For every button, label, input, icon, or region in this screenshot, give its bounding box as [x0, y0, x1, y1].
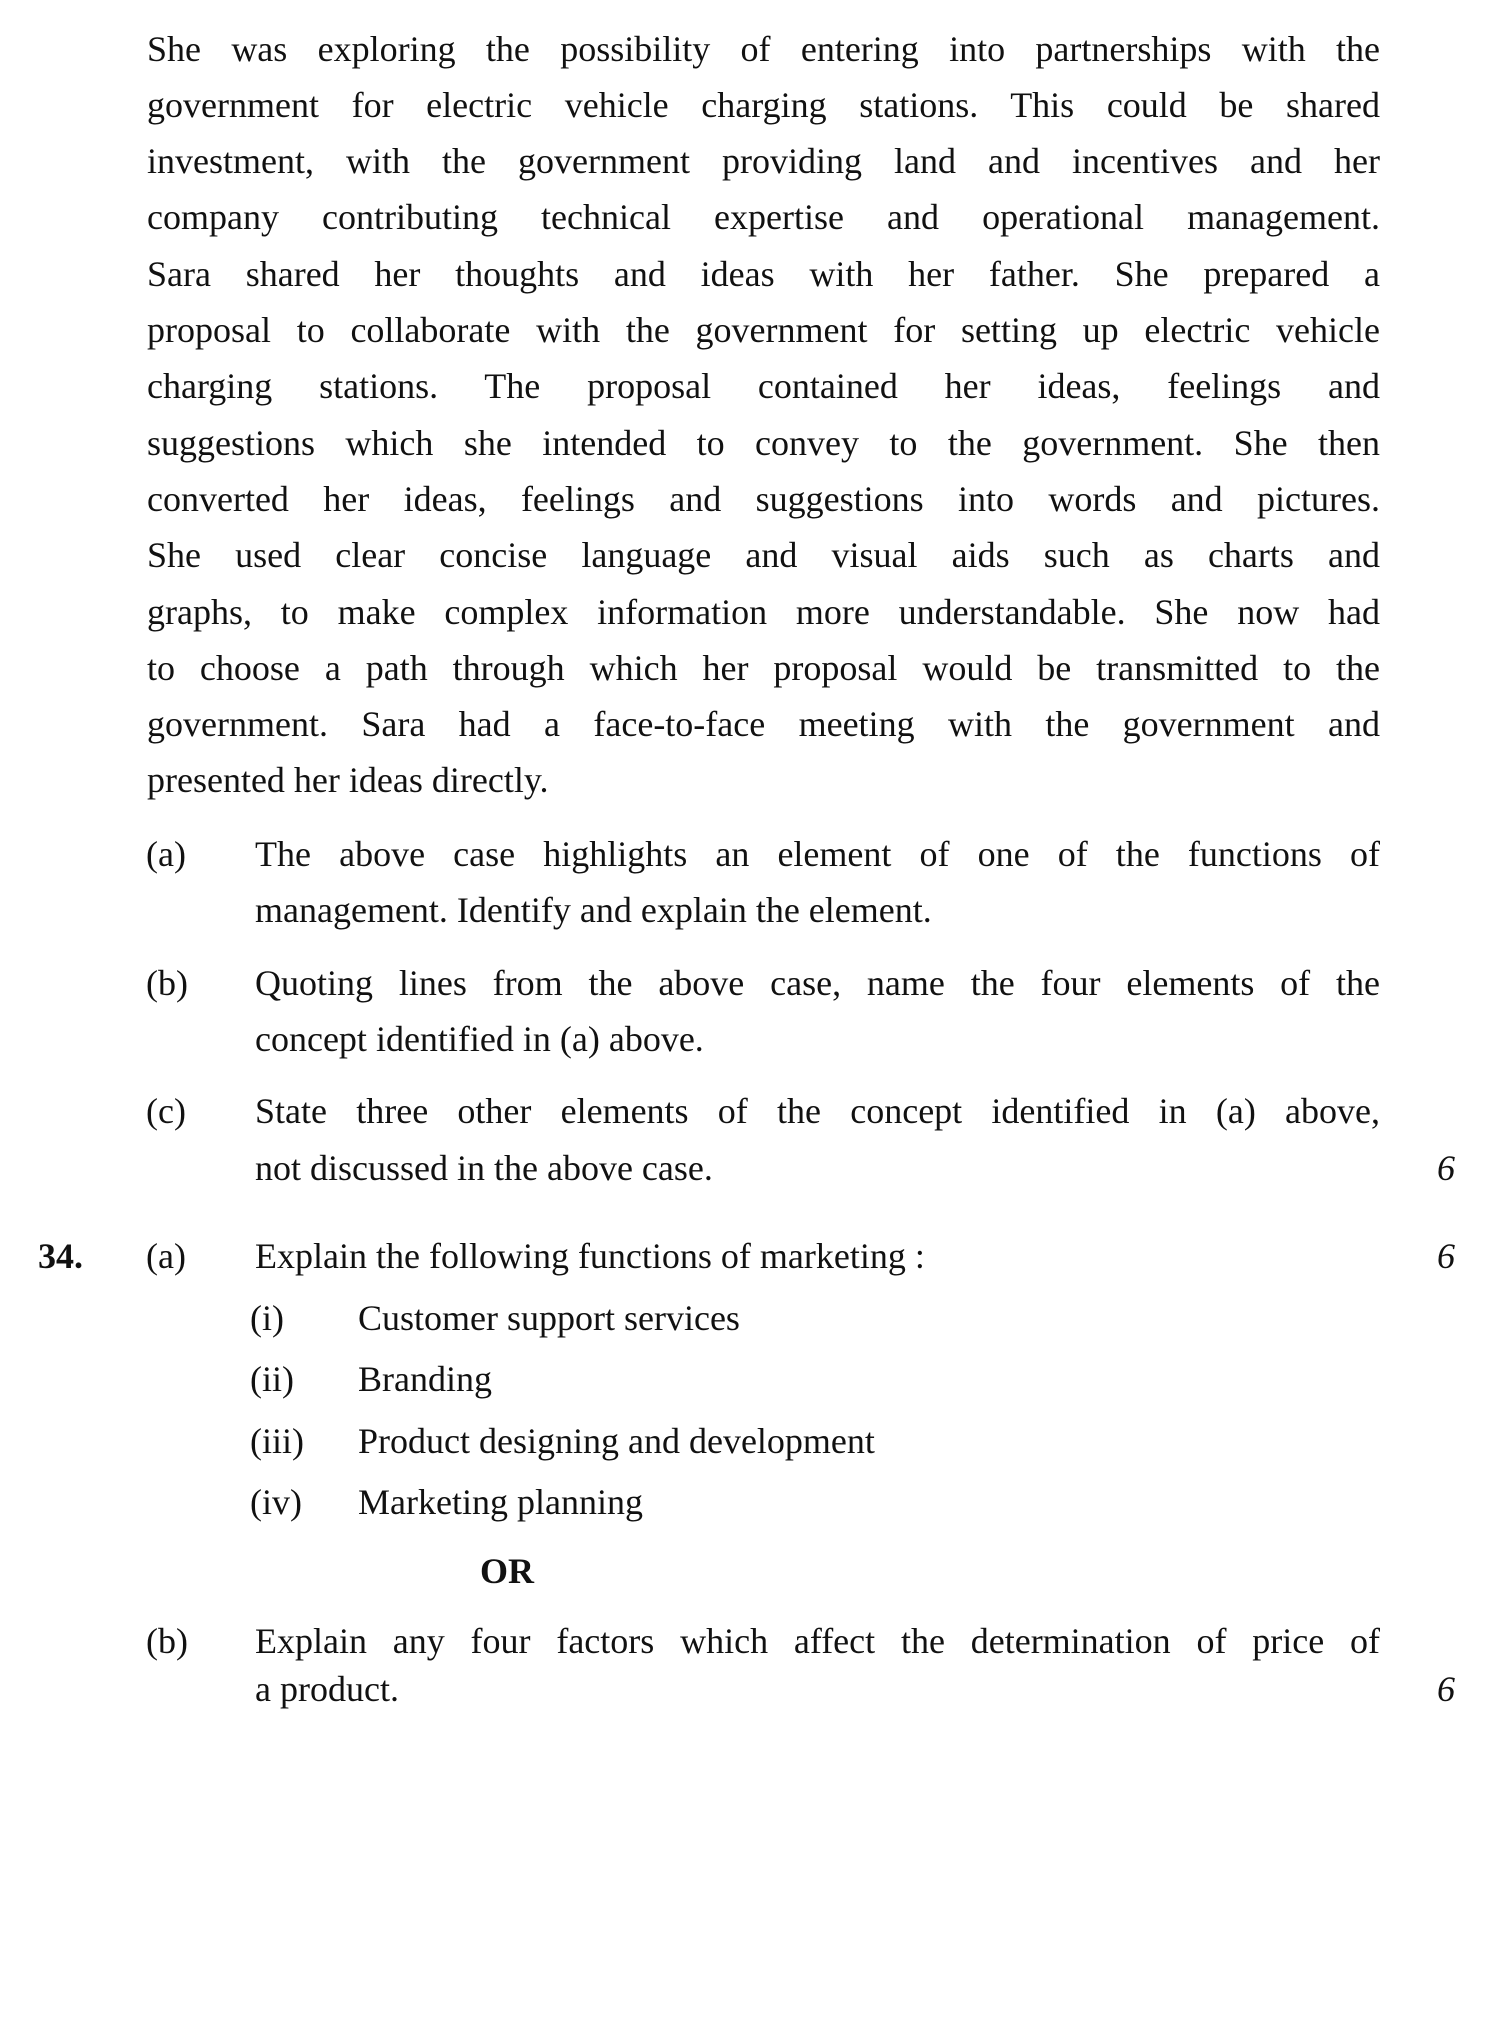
part-label: (b): [146, 963, 188, 1003]
part-label: (c): [146, 1091, 186, 1131]
marks-value: 6: [1437, 1669, 1455, 1709]
paragraph-line: investment, with the government providing land and incentives and her: [147, 141, 1380, 181]
part-text: Quoting lines from the above case, name the four elements of the: [255, 963, 1380, 1003]
part-text: The above case highlights an element of one of the functions of: [255, 834, 1380, 874]
paragraph-line: presented her ideas directly.: [147, 760, 549, 800]
marks-value: 6: [1437, 1148, 1455, 1188]
paragraph-line: She used clear concise language and visual aids such as charts and: [147, 535, 1380, 575]
part-label: (a): [146, 834, 186, 874]
paragraph-line: She was exploring the possibility of entering into partnerships with the: [147, 29, 1380, 69]
item-label: (iv): [250, 1482, 302, 1522]
part-label: (a): [146, 1236, 186, 1276]
paragraph-line: graphs, to make complex information more understandable. She now had: [147, 592, 1380, 632]
question-number: 34.: [38, 1236, 83, 1276]
or-separator: OR: [480, 1551, 534, 1591]
item-text: Product designing and development: [358, 1421, 875, 1461]
item-text: Marketing planning: [358, 1482, 643, 1522]
part-text: not discussed in the above case.: [255, 1148, 713, 1188]
paragraph-line: to choose a path through which her proposal would be transmitted to the: [147, 648, 1380, 688]
part-text: Explain the following functions of marketing :: [255, 1236, 925, 1276]
marks-value: 6: [1437, 1236, 1455, 1276]
item-label: (ii): [250, 1359, 294, 1399]
paragraph-line: Sara shared her thoughts and ideas with her father. She prepared a: [147, 254, 1380, 294]
part-label: (b): [146, 1621, 188, 1661]
item-label: (iii): [250, 1421, 304, 1461]
item-text: Branding: [358, 1359, 492, 1399]
part-text: concept identified in (a) above.: [255, 1019, 704, 1059]
paragraph-line: company contributing technical expertise and operational management.: [147, 197, 1380, 237]
part-text: a product.: [255, 1669, 399, 1709]
part-text: Explain any four factors which affect the determination of price of: [255, 1621, 1380, 1661]
part-text: management. Identify and explain the element.: [255, 890, 932, 930]
paragraph-line: government for electric vehicle charging stations. This could be shared: [147, 85, 1380, 125]
part-text: State three other elements of the concept identified in (a) above,: [255, 1091, 1380, 1131]
item-label: (i): [250, 1298, 284, 1338]
item-text: Customer support services: [358, 1298, 740, 1338]
paragraph-line: suggestions which she intended to convey to the government. She then: [147, 423, 1380, 463]
paragraph-line: charging stations. The proposal contained her ideas, feelings and: [147, 366, 1380, 406]
paragraph-line: proposal to collaborate with the government for setting up electric vehicle: [147, 310, 1380, 350]
paragraph-line: converted her ideas, feelings and suggestions into words and pictures.: [147, 479, 1380, 519]
paragraph-line: government. Sara had a face-to-face meeting with the government and: [147, 704, 1380, 744]
